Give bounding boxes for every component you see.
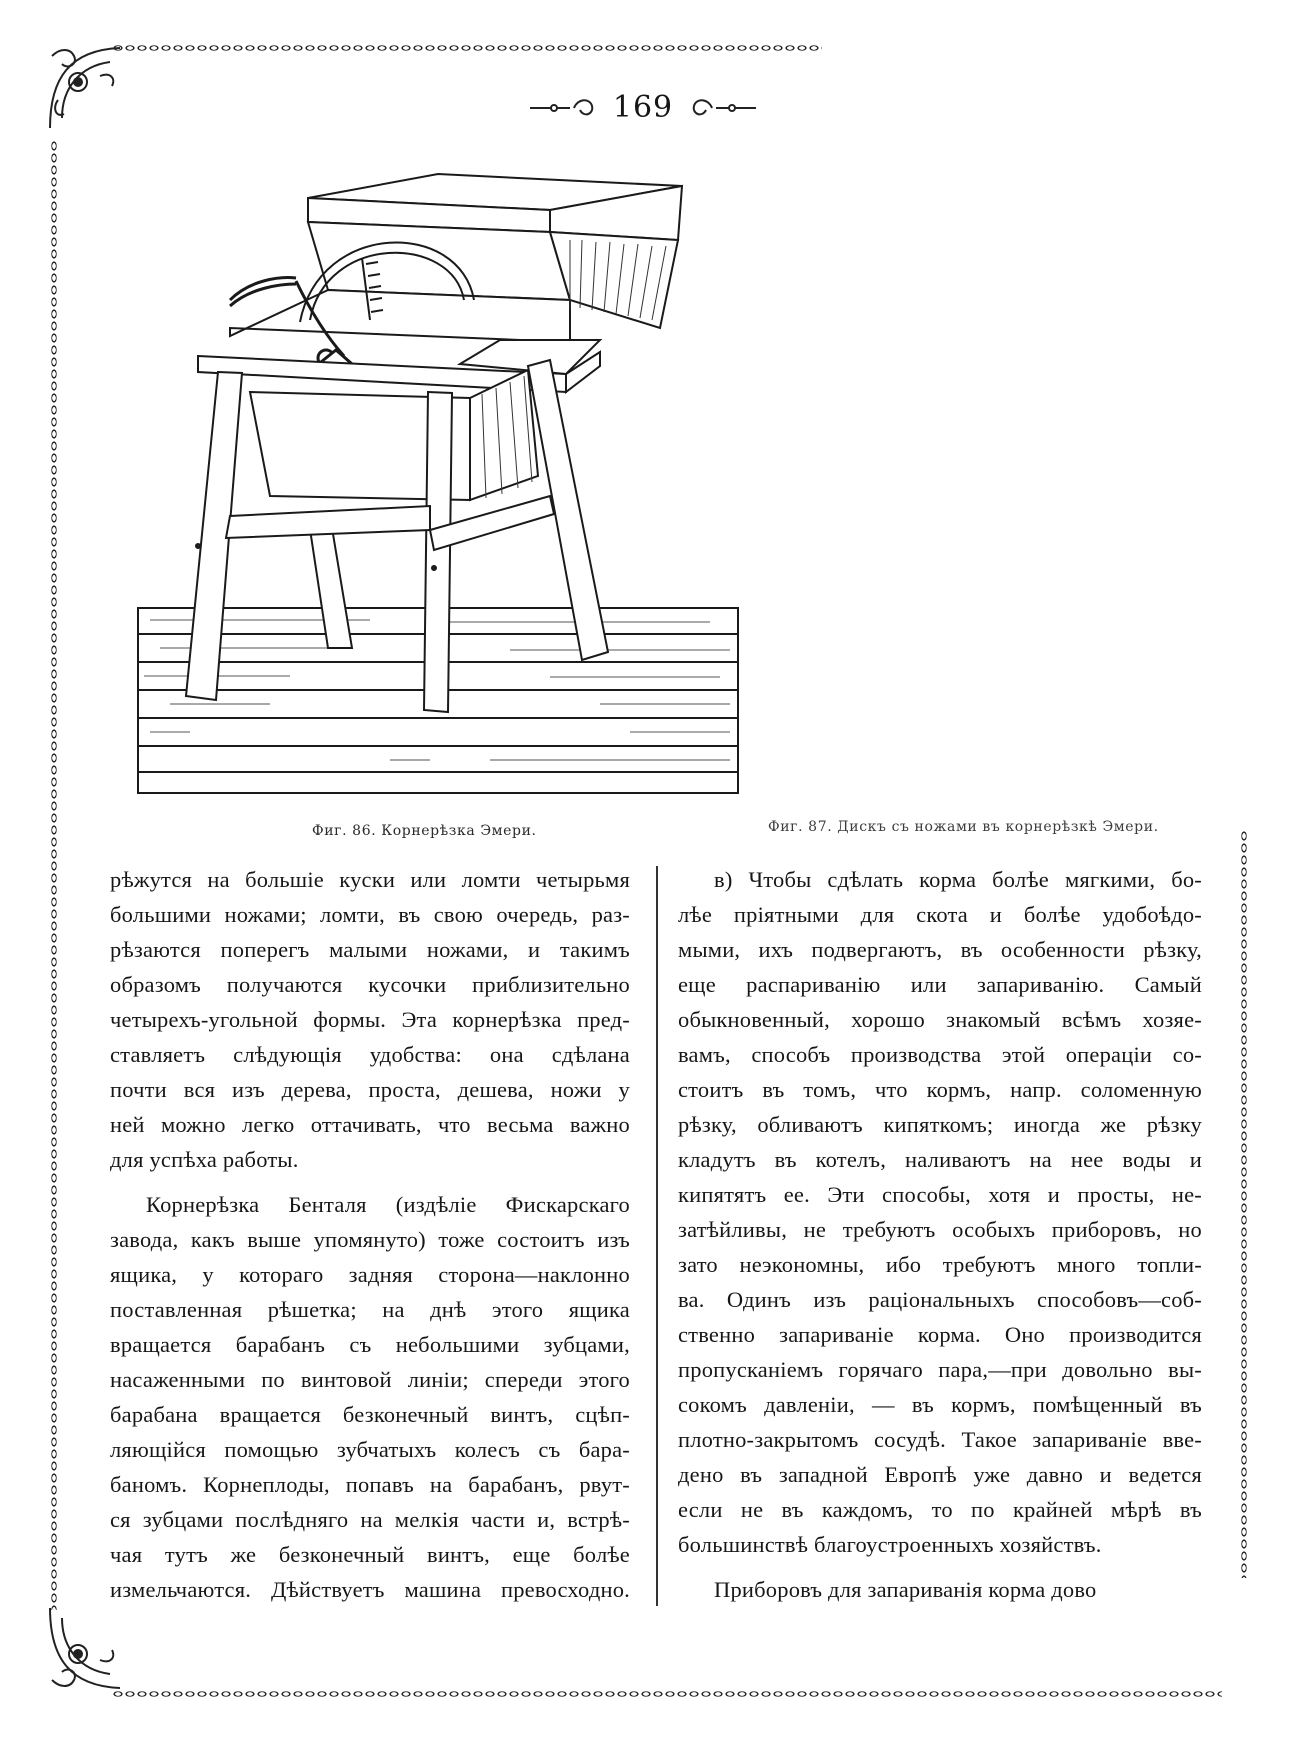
text-line: вамъ, способъ производства этой операціи со- bbox=[678, 1042, 1202, 1067]
text-line: если не въ каждомъ, то по крайней мѣрѣ въ bbox=[678, 1497, 1202, 1522]
text-line: ственно запариваніе корма. Оно производится bbox=[678, 1322, 1202, 1347]
figure-86-caption: Фиг. 86. Корнерѣзка Эмери. bbox=[312, 823, 537, 839]
text-line: завода, какъ выше упомянуто) тоже состоитъ изъ bbox=[110, 1227, 630, 1252]
text-line: ставляетъ слѣдующія удобства: она сдѣлана bbox=[110, 1042, 630, 1067]
drum-housing bbox=[250, 370, 538, 500]
text-line: вращается барабанъ съ небольшими зубцами, bbox=[110, 1332, 630, 1357]
figure-87-caption: Фиг. 87. Дискъ съ ножами въ корнерѣзкѣ Эмери. bbox=[768, 819, 1159, 835]
text-line: барабана вращается безконечный винтъ, сцѣп- bbox=[110, 1402, 630, 1427]
text-line: зато неэкономны, ибо требуютъ много топли- bbox=[678, 1252, 1202, 1277]
text-line: образомъ получаются кусочки приблизительно bbox=[110, 972, 630, 997]
text-line: затѣйливы, не требуютъ особыхъ приборовъ, но bbox=[678, 1217, 1202, 1242]
header-left-ornament bbox=[530, 96, 600, 120]
top-left-corner-flourish bbox=[40, 38, 130, 138]
text-line: еще распариванію или запариванію. Самый bbox=[678, 972, 1202, 997]
text-line: большими ножами; ломти, въ свою очередь, раз- bbox=[110, 902, 630, 927]
paragraph-start: в) Чтобы сдѣлать корма болѣе мягкими, бо- bbox=[714, 867, 1202, 892]
left-text-column bbox=[110, 862, 630, 1607]
text-line: сокомъ давленіи, — въ кормъ, помѣщенный въ bbox=[678, 1392, 1202, 1417]
text-line: рѣзку, обливаютъ кипяткомъ; иногда же рѣзку bbox=[678, 1112, 1202, 1137]
text-line: ней можно легко оттачивать, что весьма важно bbox=[110, 1112, 630, 1137]
text-line: баномъ. Корнеплоды, попавъ на барабанъ, рвут- bbox=[110, 1472, 630, 1497]
right-text-column bbox=[678, 862, 1202, 1607]
text-line: стоитъ въ томъ, что кормъ, напр. соломенную bbox=[678, 1077, 1202, 1102]
text-line: большинствѣ благоустроенныхъ хозяйствъ. bbox=[678, 1532, 1102, 1557]
header-right-ornament bbox=[686, 96, 756, 120]
text-line: насаженными по винтовой линіи; спереди этого bbox=[110, 1367, 630, 1392]
text-line: рѣжутся на большіе куски или ломти четырьмя bbox=[110, 867, 630, 892]
text-line: четырехъ-угольной формы. Эта корнерѣзка пред- bbox=[110, 1007, 630, 1032]
text-line: ся зубцами послѣдняго на мелкія части и, встрѣ- bbox=[110, 1507, 630, 1532]
paragraph-start: Корнерѣзка Бенталя (издѣліе Фискарскаго bbox=[146, 1192, 630, 1217]
column-divider bbox=[656, 866, 658, 1606]
text-line: чая тутъ же безконечный винтъ, еще болѣе bbox=[110, 1542, 630, 1567]
text-line: ящика, у котораго задняя сторона—наклонно bbox=[110, 1262, 630, 1287]
root-cutter-illustration bbox=[130, 160, 750, 800]
text-line: пропусканіемъ горячаго пара,—при довольно вы- bbox=[678, 1357, 1202, 1382]
text-line: для успѣха работы. bbox=[110, 1147, 299, 1172]
text-line: лѣе пріятными для скота и болѣе удобоѣдо- bbox=[678, 902, 1202, 927]
text-line: почти вся изъ дерева, проста, дешева, ножи у bbox=[110, 1077, 630, 1102]
text-line: ляющійся помощью зубчатыхъ колесъ съ бара- bbox=[110, 1437, 630, 1462]
text-line: измельчаются. Дѣйствуетъ машина превосходно. bbox=[110, 1577, 630, 1602]
text-line: кипятятъ ее. Эти способы, хотя и просты, не- bbox=[678, 1182, 1202, 1207]
hopper-box bbox=[230, 174, 682, 342]
bottom-left-corner-flourish bbox=[40, 1598, 130, 1698]
text-line: кладутъ въ котелъ, наливаютъ на нее воды и bbox=[678, 1147, 1202, 1172]
top-border-ornament bbox=[112, 44, 822, 52]
text-line: ва. Одинъ изъ раціональныхъ способовъ—соб- bbox=[678, 1287, 1202, 1312]
left-border-ornament bbox=[50, 140, 58, 1610]
text-line: дено въ западной Европѣ уже давно и ведется bbox=[678, 1462, 1202, 1487]
paragraph-start: Приборовъ для запариванія корма дово bbox=[714, 1577, 1097, 1602]
text-line: обыкновенный, хорошо знакомый всѣмъ хозяе- bbox=[678, 1007, 1202, 1032]
text-line: рѣзаются поперегъ малыми ножами, и такимъ bbox=[110, 937, 630, 962]
text-line: мыми, ихъ подвергаютъ, въ особенности рѣзку, bbox=[678, 937, 1202, 962]
right-border-ornament bbox=[1240, 830, 1248, 1578]
text-line: поставленная рѣшетка; на днѣ этого ящика bbox=[110, 1297, 630, 1322]
page-number: 169 bbox=[612, 90, 674, 125]
bottom-border-ornament bbox=[112, 1690, 1222, 1698]
text-line: плотно-закрытомъ сосудѣ. Такое запариваніе вве- bbox=[678, 1427, 1202, 1452]
